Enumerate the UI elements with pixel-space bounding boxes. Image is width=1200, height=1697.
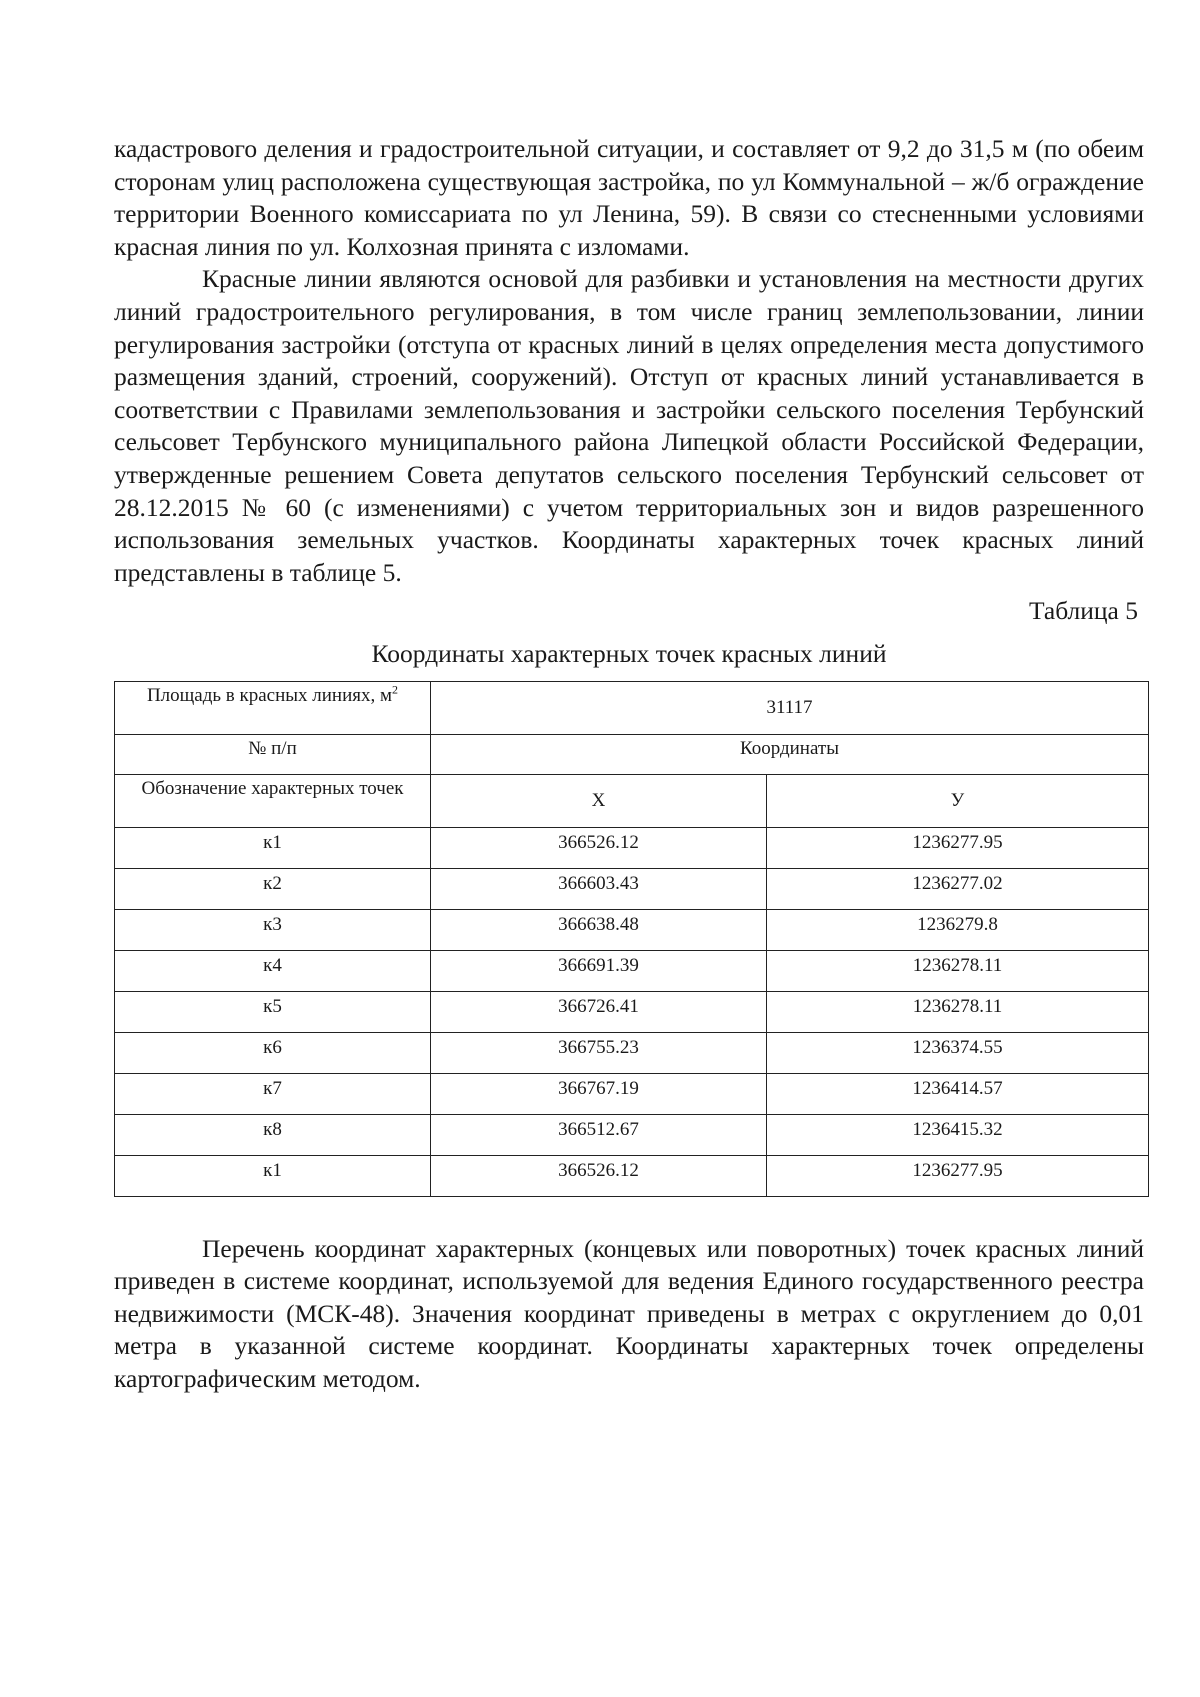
- point-cell: к3: [115, 909, 431, 950]
- point-cell: к5: [115, 991, 431, 1032]
- x-cell: 366512.67: [431, 1114, 767, 1155]
- table-row-number-header: [115, 734, 1149, 774]
- y-cell: 1236279.8: [767, 909, 1149, 950]
- table-caption: Координаты характерных точек красных линий: [371, 638, 887, 668]
- y-cell: 1236277.02: [767, 868, 1149, 909]
- y-cell: 1236415.32: [767, 1114, 1149, 1155]
- area-label-text: Площадь в красных линиях, м: [146, 684, 393, 706]
- paragraph-coordinate-system: Перечень координат характерных (концевых или поворотных) точек красных линий приведен в системе координат, используемой для ведения Единого государственного реестра недвижимости (МСК-48). Значения координат приведены в метрах с округлением до 0,01 метра в указанной системе координат. Координаты характерных точек определены картографическим методом.: [114, 1233, 1144, 1393]
- table-row-column-header: [115, 774, 1149, 827]
- point-cell: к1: [115, 1155, 431, 1196]
- point-cell: к2: [115, 868, 431, 909]
- y-cell: 1236277.95: [767, 1155, 1149, 1196]
- table-row-area: [115, 681, 1149, 734]
- x-cell: 366726.41: [431, 991, 767, 1032]
- x-cell: 366767.19: [431, 1073, 767, 1114]
- paragraph-red-lines-basis: Красные линии являются основой для разбивки и установления на местности других линий градостроительного регулирования, в том числе границ землепользовании, линии регулирования застройки (отступа от красных линий в целях определения места допустимого размещения зданий, строений, сооружений). Отступ от красных линий устанавливается в соответствии с Правилами землепользования и застройки сельского поселения Тербунский сельсовет Тербунского муниципального района Липецкой области Российской Федерации, утвержденные решением Совета депутатов сельского поселения Тербунский сельсовет от 28.12.2015 № 60 (с изменениями) с учетом территориальных зон и видов разрешенного использования земельных участков. Координаты характерных точек красных линий представлены в таблице 5.: [114, 264, 1144, 587]
- area-unit-superscript: 2: [392, 682, 399, 697]
- point-cell: к4: [115, 950, 431, 991]
- document-page: [114, 133, 1144, 1395]
- point-cell: к7: [115, 1073, 431, 1114]
- paragraph-cadastral-division: кадастрового деления и градостроительной ситуации, и составляет от 9,2 до 31,5 м (по обеим сторонам улиц расположена существующая застройка, по ул Коммунальной – ж/б ограждение территории Военного комиссариата по ул Ленина, 59). В связи со стесненными условиями красная линия по ул. Колхозная принята с изломами.: [114, 134, 1144, 261]
- table-row: [115, 991, 1149, 1032]
- table-row: [115, 1114, 1149, 1155]
- y-cell: 1236278.11: [767, 950, 1149, 991]
- table-row: [115, 868, 1149, 909]
- table-row: [115, 1073, 1149, 1114]
- x-cell: 366638.48: [431, 909, 767, 950]
- y-cell: 1236374.55: [767, 1032, 1149, 1073]
- x-cell: 366526.12: [431, 1155, 767, 1196]
- x-cell: 366603.43: [431, 868, 767, 909]
- point-cell: к1: [115, 827, 431, 868]
- area-value-cell: 31117: [431, 681, 1149, 734]
- x-label-cell: Х: [431, 774, 767, 827]
- x-cell: 366691.39: [431, 950, 767, 991]
- number-label-cell: № п/п: [115, 734, 431, 774]
- points-label-cell: Обозначение характерных точек: [115, 774, 431, 827]
- table-row: [115, 1155, 1149, 1196]
- x-cell: 366526.12: [431, 827, 767, 868]
- y-label-cell: У: [767, 774, 1149, 827]
- x-cell: 366755.23: [431, 1032, 767, 1073]
- y-cell: 1236277.95: [767, 827, 1149, 868]
- table-row: [115, 1032, 1149, 1073]
- coordinates-label-cell: Координаты: [431, 734, 1149, 774]
- point-cell: к6: [115, 1032, 431, 1073]
- area-label-cell: [115, 681, 431, 734]
- table-row: [115, 909, 1149, 950]
- y-cell: 1236278.11: [767, 991, 1149, 1032]
- coordinates-table: [114, 681, 1149, 1197]
- table-row: [115, 827, 1149, 868]
- point-cell: к8: [115, 1114, 431, 1155]
- y-cell: 1236414.57: [767, 1073, 1149, 1114]
- table-number-label: Таблица 5: [1028, 596, 1138, 626]
- table-row: [115, 950, 1149, 991]
